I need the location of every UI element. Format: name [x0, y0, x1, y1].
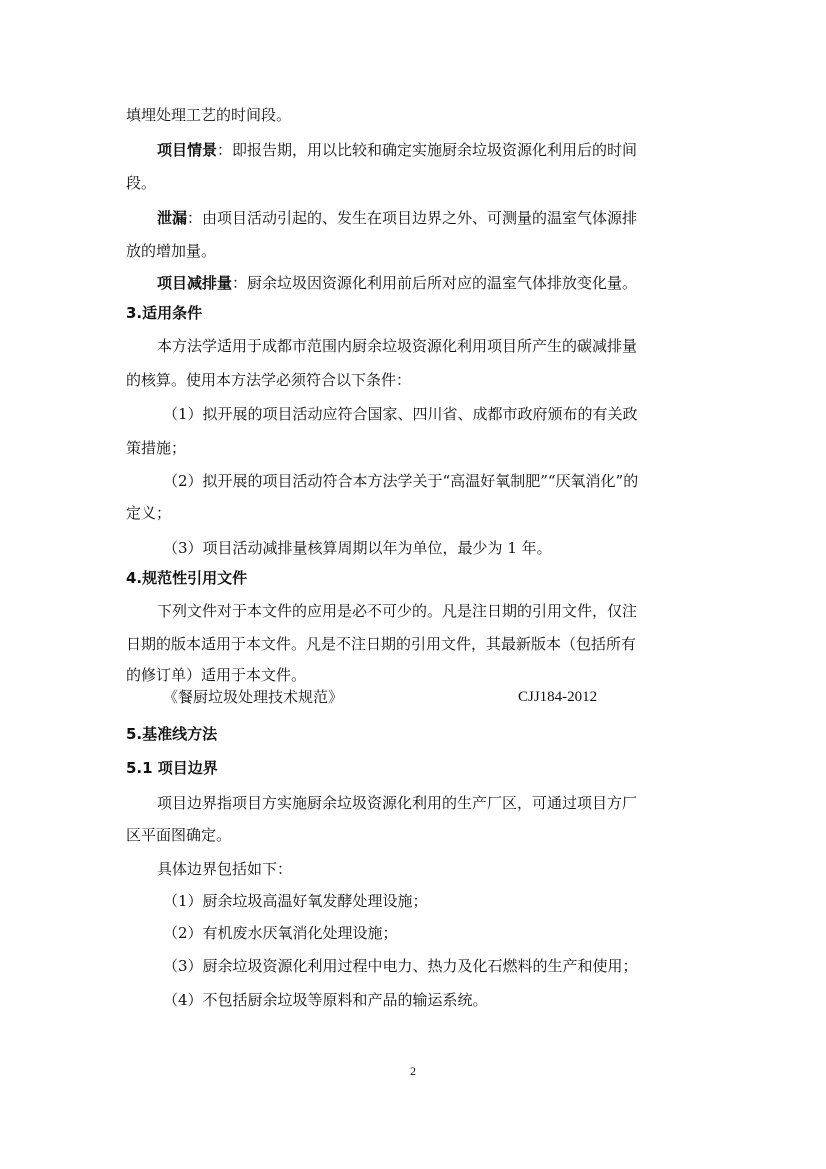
section-heading: 4.规范性引用文件 [126, 569, 248, 587]
definition-text: ：厨余垃圾因资源化利用前后所对应的温室气体排放变化量。 [232, 274, 638, 292]
text-line: 项目边界指项目方实施厨余垃圾资源化利用的生产厂区，可通过项目方厂 [157, 794, 638, 812]
list-item: （2）有机废水厌氧消化处理设施； [163, 924, 398, 942]
list-item: （3）项目活动减排量核算周期以年为单位，最少为 1 年。 [163, 539, 552, 557]
page-number: 2 [410, 1064, 416, 1078]
text-line: 区平面图确定。 [126, 826, 232, 844]
text-line: 的修订单）适用于本文件。 [126, 666, 307, 684]
reference-code: CJJ184-2012 [518, 689, 598, 705]
text-line: 放的增加量。 [126, 242, 217, 260]
list-item: （4）不包括厨余垃圾等原料和产品的输运系统。 [163, 991, 488, 1009]
section-heading: 5.基准线方法 [126, 725, 218, 743]
text-line: 策措施； [126, 439, 187, 457]
definition-text: ：由项目活动引起的、发生在项目边界之外、可测量的温室气体源排 [187, 209, 638, 227]
definition-term: 项目情景 [157, 141, 218, 159]
list-item: （2）拟开展的项目活动符合本方法学关于“高温好氧制肥”“厌氧消化”的 [163, 472, 639, 490]
text-line: 填埋处理工艺的时间段。 [126, 106, 292, 124]
definition-leakage [157, 202, 727, 234]
text-line: 下列文件对于本文件的应用是必不可少的。凡是注日期的引用文件，仅注 [157, 602, 638, 620]
reference-title: 《餐厨垃圾处理技术规范》 [163, 688, 344, 706]
list-item: （1）拟开展的项目活动应符合国家、四川省、成都市政府颁布的有关政 [163, 405, 638, 423]
list-item: （1）厨余垃圾高温好氧发酵处理设施； [163, 892, 428, 910]
section-heading: 3.适用条件 [126, 304, 203, 322]
text-line: 本方法学适用于成都市范围内厨余垃圾资源化利用项目所产生的碳减排量 [157, 337, 638, 355]
definition-text: ：即报告期，用以比较和确定实施厨余垃圾资源化利用后的时间 [217, 141, 638, 159]
subsection-heading: 5.1 项目边界 [126, 759, 218, 777]
text-line: 段。 [126, 174, 157, 192]
list-item: （3）厨余垃圾资源化利用过程中电力、热力及化石燃料的生产和使用； [163, 957, 638, 975]
text-line: 具体边界包括如下： [157, 860, 293, 878]
text-line: 定义； [126, 504, 172, 522]
definition-project-reduction [157, 267, 727, 299]
definition-term: 项目减排量 [157, 274, 233, 292]
definition-term: 泄漏 [157, 209, 188, 227]
definition-project-scenario [157, 134, 727, 166]
text-line: 的核算。使用本方法学必须符合以下条件： [126, 371, 412, 389]
text-line: 日期的版本适用于本文件。凡是不注日期的引用文件，其最新版本（包括所有 [126, 635, 637, 653]
